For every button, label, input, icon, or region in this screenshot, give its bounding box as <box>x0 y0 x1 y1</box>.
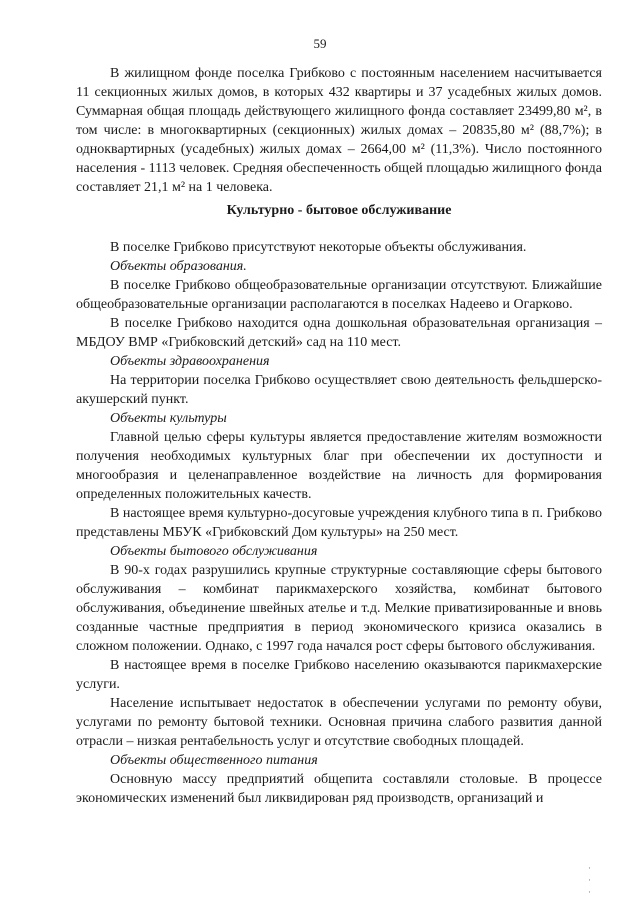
consumer-paragraph-3: Население испытывает недостаток в обеспечении услугами по ремонту обуви, услугами по ремонту бытовой техники. Основная причина слабого развития данной отрасли – низкая рентабельность услуг и отсутствие свободных площадей. <box>76 696 602 749</box>
culture-subheading: Объекты культуры <box>110 411 227 426</box>
page-content <box>76 64 602 808</box>
section-title: Культурно - бытовое обслуживание <box>226 203 452 218</box>
catering-paragraph: Основную массу предприятий общепита составляли столовые. В процессе экономических изменений был ликвидирован ряд производств, организаций и <box>76 772 602 806</box>
consumer-paragraph-1: В 90-х годах разрушились крупные структурные составляющие сферы бытового обслуживания – комбинат парикмахерского хозяйства, комбинат бытового обслуживания, объединение швейных ателье и т.д. Мелкие приватизированные и вновь созданные частные предприятия в период экономического кризиса оказались в сложном положении. Однако, с 1997 года начался рост сферы бытового обслуживания. <box>76 563 602 654</box>
health-paragraph: На территории поселка Грибково осуществляет свою деятельность фельдшерско-акушерский пункт. <box>76 373 602 407</box>
health-subheading: Объекты здравоохранения <box>110 354 270 369</box>
page-number: 59 <box>313 36 327 51</box>
catering-subheading: Объекты общественного питания <box>110 753 318 768</box>
education-paragraph-1: В поселке Грибково общеобразовательные организации отсутствуют. Ближайшие общеобразовательные организации располагаются в поселках Надеево и Огарково. <box>76 278 602 312</box>
culture-paragraph-1: Главной целью сферы культуры является предоставление жителям возможности получения необходимых культурных благ при обеспечении их доступности и многообразия и целенаправленное воздействие на личность для формирования определенных положительных качеств. <box>76 430 602 502</box>
consumer-services-subheading: Объекты бытового обслуживания <box>110 544 318 559</box>
housing-paragraph: В жилищном фонде поселка Грибково с постоянным населением насчитывается 11 секционных жилых домов, в которых 432 квартиры и 37 усадебных жилых домов. Суммарная общая площадь действующего жилищного фонда составляет 23499,80 м², в том числе: в многоквартирных (секционных) жилых домах – 20835,80 м² (88,7%); в одноквартирных (усадебных) жилых домах – 2664,00 м² (11,3%). Число постоянного населения - 1113 человек. Средняя обеспеченность общей площадью жилищного фонда составляет 21,1 м² на 1 человека. <box>76 66 602 195</box>
scan-marks: · · · <box>588 863 591 897</box>
presence-paragraph: В поселке Грибково присутствуют некоторые объекты обслуживания. <box>110 240 527 255</box>
culture-paragraph-2: В настоящее время культурно-досуговые учреждения клубного типа в п. Грибково представлены МБУК «Грибковский Дом культуры» на 250 мест. <box>76 506 602 540</box>
consumer-paragraph-2: В настоящее время в поселке Грибково населению оказываются парикмахерские услуги. <box>76 658 602 692</box>
education-paragraph-2: В поселке Грибково находится одна дошкольная образовательная организация – МБДОУ ВМР «Грибковский детский» сад на 110 мест. <box>76 316 602 350</box>
education-subheading: Объекты образования. <box>110 259 247 274</box>
